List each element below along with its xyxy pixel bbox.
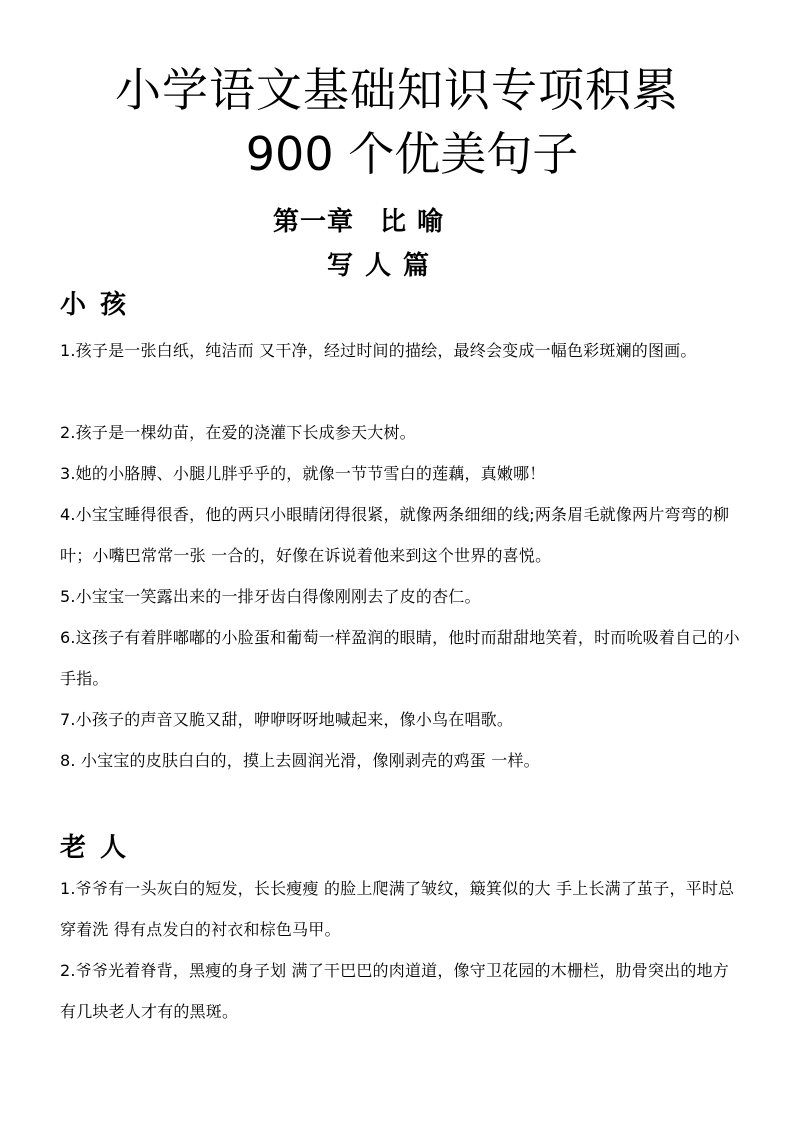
- list-item: 4.小宝宝睡得很香，他的两只小眼睛闭得很紧，就像两条细细的线;两条眉毛就像两片弯弯的柳叶；小嘴巴常常一张 一合的，好像在诉说着他来到这个世界的喜悦。: [60, 505, 730, 565]
- list-item: 2.爷爷光着脊背，黑瘦的身子划 满了干巴巴的肉道道，像守卫花园的木栅栏，肋骨突出的地方有几块老人才有的黑斑。: [60, 961, 729, 1021]
- list-item: 8. 小宝宝的皮肤白白的，摸上去圆润光滑，像刚剥壳的鸡蛋 一样。: [60, 751, 540, 770]
- section-heading-elderly: 老人: [60, 833, 141, 863]
- section-heading-child: 小孩: [60, 290, 141, 320]
- document-subtitle: 900 个优美句子: [245, 127, 579, 181]
- list-item: 5.小宝宝一笑露出来的一排牙齿白得像刚刚去了皮的杏仁。: [60, 587, 481, 606]
- list-item: 3.她的小胳膊、小腿儿胖乎乎的，就像一节节雪白的莲藕，真嫩哪！: [60, 464, 546, 483]
- list-item: 7.小孩子的声音又脆又甜，咿咿呀呀地喊起来，像小鸟在唱歌。: [60, 710, 514, 729]
- list-item: 1.爷爷有一头灰白的短发，长长瘦瘦 的脸上爬满了皱纹，簸箕似的大 手上长满了茧子，平时总穿着洗 得有点发白的衬衣和棕色马甲。: [60, 879, 735, 939]
- chapter-label: 第一章: [273, 207, 355, 237]
- list-item: 1.孩子是一张白纸，纯洁而 又干净，经过时间的描绘，最终会变成一幅色彩斑斓的图画。: [60, 341, 697, 360]
- part-heading: 写人篇: [327, 251, 442, 281]
- chapter-heading: [273, 205, 444, 239]
- list-item: 2.孩子是一棵幼苗，在爱的浇灌下长成参天大树。: [60, 423, 416, 442]
- list-item: 6.这孩子有着胖嘟嘟的小脸蛋和葡萄一样盈润的眼睛，他时而甜甜地笑着，时而吮吸着自己的小手指。: [60, 628, 740, 688]
- document-title: 小学语文基础知识专项积累: [115, 63, 679, 117]
- chapter-name: 比 喻: [380, 207, 445, 237]
